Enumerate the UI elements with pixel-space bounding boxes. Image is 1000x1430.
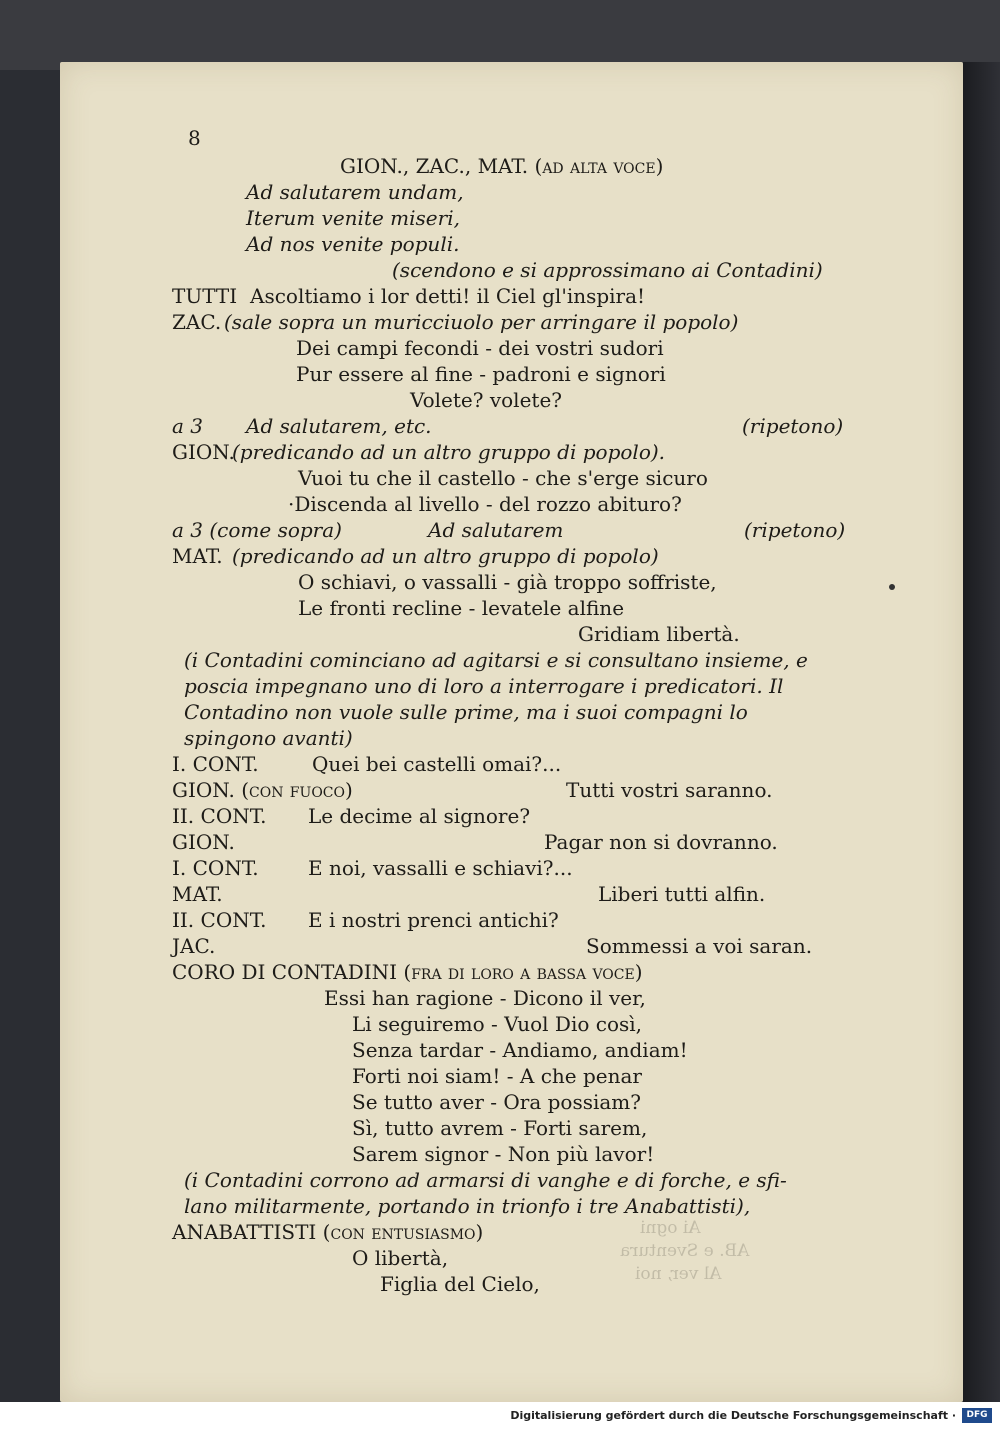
- line-18: (ripetono): [744, 518, 846, 542]
- line-23: (i Contadini cominciano ad agitarsi e si consultano insieme, e: [184, 648, 808, 672]
- speaker-ii-cont-1: II. CONT.: [172, 804, 267, 828]
- line-9: Pur essere al fine - padroni e signori: [296, 362, 666, 386]
- line-21: Le fronti recline - levatele alfine: [298, 596, 625, 620]
- line-1: GION., ZAC., MAT. (ad alta voce): [340, 154, 664, 178]
- line-36: Figlia del Cielo,: [380, 1272, 540, 1296]
- speaker-tutti: TUTTI: [172, 284, 238, 308]
- line-12: (ripetono): [742, 414, 844, 438]
- bleed-through-2: AB. e Sventura: [620, 1241, 750, 1261]
- line-13: (predicando ad un altro gruppo di popolo).: [232, 440, 666, 464]
- speaker-ii-cont-2: II. CONT.: [172, 908, 267, 932]
- bleed-through-3: Al ver, noi: [635, 1264, 722, 1284]
- line-22: Gridiam libertà.: [578, 622, 740, 646]
- stage-direction-1: (i Contadini corrono ad armarsi di vanghe e di forche, e sfi-: [184, 1168, 787, 1192]
- line-6: Ascoltiamo i lor detti! il Ciel gl'inspira!: [250, 284, 646, 308]
- line-30: Pagar non si dovranno.: [544, 830, 778, 854]
- speaker-zac: ZAC.: [172, 310, 222, 334]
- line-27: Quei bei castelli omai?...: [312, 752, 562, 776]
- line-15: ·Discenda al livello - del rozzo abituro?: [288, 492, 682, 516]
- line-19: (predicando ad un altro gruppo di popolo): [232, 544, 659, 568]
- stage-direction-2: lano militarmente, portando in trionfo i tre Anabattisti),: [184, 1194, 751, 1218]
- speaker-anabattisti: ANABATTISTI (con entusiasmo): [172, 1220, 484, 1244]
- speaker-mat: MAT.: [172, 544, 223, 568]
- line-5: (scendono e si approssimano ai Contadini): [392, 258, 823, 282]
- book-page: [60, 62, 963, 1402]
- speaker-i-cont-2: I. CONT.: [172, 856, 259, 880]
- chorus-line-3: Senza tardar - Andiamo, andiam!: [352, 1038, 688, 1062]
- chorus-line-6: Sì, tutto avrem - Forti sarem,: [352, 1116, 648, 1140]
- line-33: E i nostri prenci antichi?: [308, 908, 559, 932]
- speaker-mat-2: MAT.: [172, 882, 223, 906]
- line-4: Ad nos venite populi.: [246, 232, 460, 256]
- speaker-gion-3: GION.: [172, 830, 235, 854]
- scan-background-top: [0, 0, 1000, 70]
- dfg-logo-icon: DFG: [962, 1408, 992, 1423]
- speaker-i-cont-1: I. CONT.: [172, 752, 259, 776]
- ink-spot: [889, 584, 895, 590]
- speaker-gion: GION.: [172, 440, 235, 464]
- book-edge: [963, 62, 1000, 1402]
- line-26: spingono avanti): [184, 726, 353, 750]
- chorus-line-5: Se tutto aver - Ora possiam?: [352, 1090, 641, 1114]
- line-31: E noi, vassalli e schiavi?...: [308, 856, 573, 880]
- speaker-jac: JAC.: [172, 934, 216, 958]
- line-35: O libertà,: [352, 1246, 449, 1270]
- line-14: Vuoi tu che il castello - che s'erge sicuro: [298, 466, 708, 490]
- funding-credit: Digitalisierung gefördert durch die Deutsche Forschungsgemeinschaft ·: [510, 1409, 956, 1422]
- line-7: (sale sopra un muricciuolo per arringare il popolo): [224, 310, 739, 334]
- chorus-line-7: Sarem signor - Non più lavor!: [352, 1142, 655, 1166]
- speaker-a3: a 3: [172, 414, 204, 438]
- line-34: Sommessi a voi saran.: [586, 934, 813, 958]
- line-10: Volete? volete?: [410, 388, 563, 412]
- page-number: 8: [188, 126, 201, 150]
- line-29: Le decime al signore?: [308, 804, 531, 828]
- line-17: Ad salutarem: [428, 518, 564, 542]
- chorus-line-2: Li seguiremo - Vuol Dio così,: [352, 1012, 643, 1036]
- line-24: poscia impegnano uno di loro a interrogare i predicatori. Il: [184, 674, 784, 698]
- line-8: Dei campi fecondi - dei vostri sudori: [296, 336, 664, 360]
- bleed-through-1: Ai ogni: [640, 1218, 701, 1238]
- line-11: Ad salutarem, etc.: [246, 414, 432, 438]
- speaker-coro: CORO DI CONTADINI (fra di loro a bassa voce): [172, 960, 643, 984]
- line-32: Liberi tutti alfin.: [598, 882, 766, 906]
- line-16: a 3 (come sopra): [172, 518, 342, 542]
- speaker-gion-2: GION. (con fuoco): [172, 778, 353, 802]
- line-2: Ad salutarem undam,: [246, 180, 464, 204]
- line-28: Tutti vostri saranno.: [566, 778, 773, 802]
- line-20: O schiavi, o vassalli - già troppo soffriste,: [298, 570, 717, 594]
- chorus-line-1: Essi han ragione - Dicono il ver,: [324, 986, 646, 1010]
- footer-bar: [0, 1402, 1000, 1430]
- chorus-line-4: Forti noi siam! - A che penar: [352, 1064, 642, 1088]
- line-3: Iterum venite miseri,: [246, 206, 460, 230]
- line-25: Contadino non vuole sulle prime, ma i suoi compagni lo: [184, 700, 748, 724]
